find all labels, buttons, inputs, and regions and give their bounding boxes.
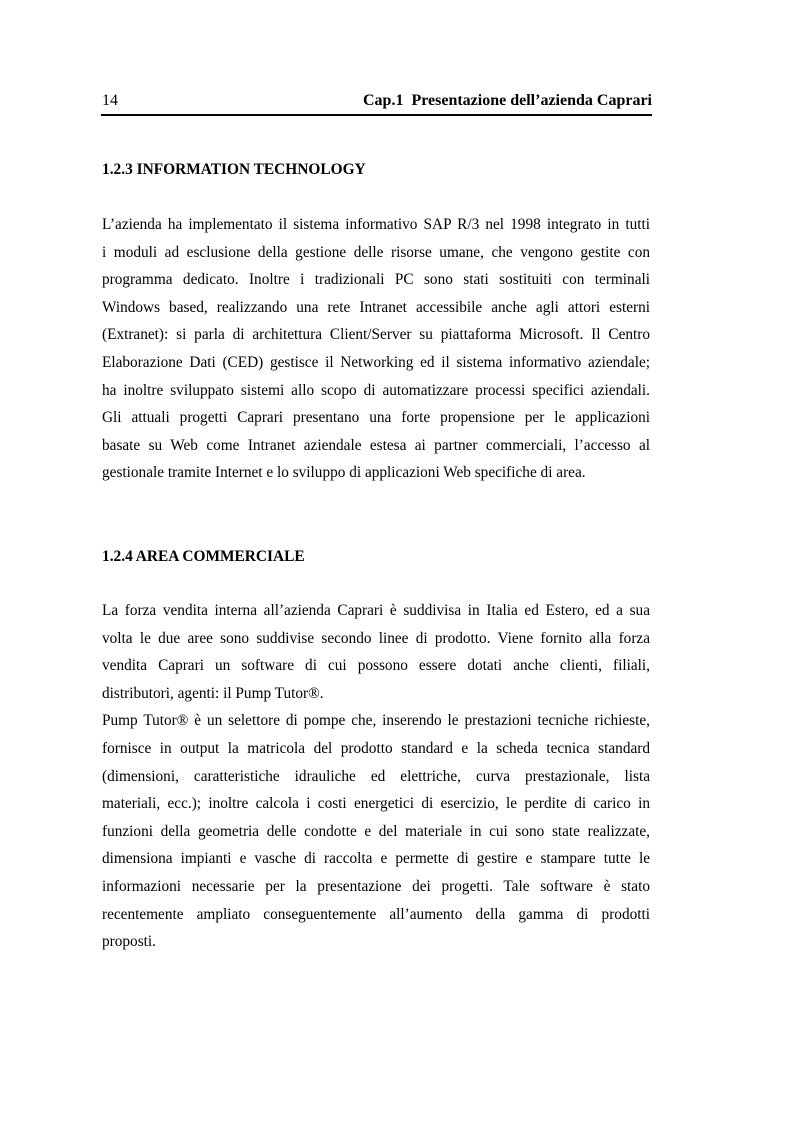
text-line: dimensiona impianti e vasche di raccolta e permette di gestire e stampare tutte le: [102, 850, 650, 868]
text-line: ha inoltre sviluppato sistemi allo scopo di automatizzare processi specifici aziendali.: [102, 381, 650, 399]
text-line: materiali, ecc.); inoltre calcola i costi energetici di esercizio, le perdite di carico in: [102, 795, 650, 813]
section-heading-information-technology: 1.2.3 INFORMATION TECHNOLOGY: [102, 161, 366, 178]
text-line: Elaborazione Dati (CED) gestisce il Networking ed il sistema informativo aziendale;: [102, 353, 650, 371]
paragraph-information-technology: [102, 215, 650, 491]
text-line: distributori, agenti: il Pump Tutor®.: [102, 684, 324, 702]
text-line: Windows based, realizzando una rete Intranet accessibile anche agli attori esterni: [102, 298, 650, 316]
text-line: fornisce in output la matricola del prodotto standard e la scheda tecnica standard: [102, 739, 650, 757]
text-line: vendita Caprari un software di cui possono essere dotati anche clienti, filiali,: [102, 657, 650, 675]
text-line: L’azienda ha implementato il sistema informativo SAP R/3 nel 1998 integrato in tutti: [102, 216, 650, 233]
text-line: informazioni necessarie per la presentazione dei progetti. Tale software è stato: [102, 877, 650, 895]
paragraph-area-commerciale: [102, 601, 650, 960]
section-heading-area-commerciale: 1.2.4 AREA COMMERCIALE: [102, 548, 305, 565]
text-line: La forza vendita interna all’azienda Caprari è suddivisa in Italia ed Estero, ed a sua: [102, 602, 650, 619]
text-line: volta le due aree sono suddivise secondo linee di prodotto. Viene fornito alla forza: [102, 629, 650, 647]
text-line: recentemente ampliato conseguentemente all’aumento della gamma di prodotti: [102, 905, 650, 923]
text-line: funzioni della geometria delle condotte e del materiale in cui sono state realizzate,: [102, 822, 650, 840]
page-number: 14: [102, 92, 118, 109]
text-line: (dimensioni, caratteristiche idrauliche ed elettriche, curva prestazionale, lista: [102, 767, 650, 785]
text-line: proposti.: [102, 933, 156, 951]
text-line: Gli attuali progetti Caprari presentano una forte propensione per le applicazioni: [102, 409, 650, 427]
text-line: gestionale tramite Internet e lo sviluppo di applicazioni Web specifiche di area.: [102, 464, 586, 482]
text-line: basate su Web come Intranet aziendale estesa ai partner commerciali, l’accesso al: [102, 436, 650, 454]
running-header: [101, 90, 652, 116]
text-line: (Extranet): si parla di architettura Client/Server su piattaforma Microsoft. Il Centro: [102, 326, 650, 344]
text-line: i moduli ad esclusione della gestione delle risorse umane, che vengono gestite con: [102, 243, 650, 261]
text-line: Pump Tutor® è un selettore di pompe che, inserendo le prestazioni tecniche richieste,: [102, 712, 650, 730]
chapter-title: Cap.1 Presentazione dell’azienda Caprari: [362, 92, 652, 109]
text-line: programma dedicato. Inoltre i tradizionali PC sono stati sostituiti con terminali: [102, 271, 650, 289]
